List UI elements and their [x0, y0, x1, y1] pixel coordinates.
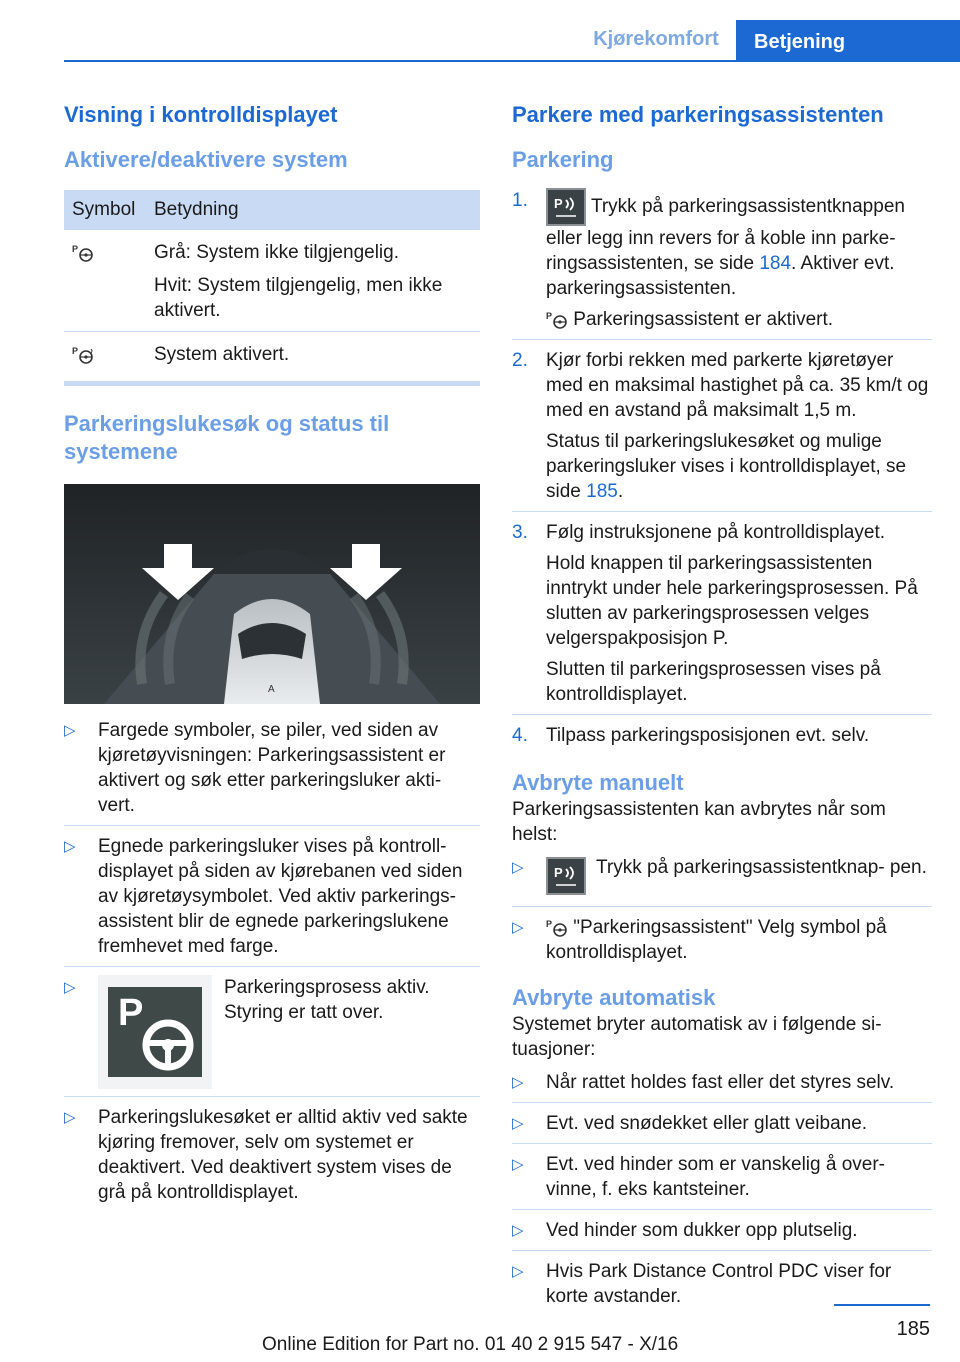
list-item: 1. P Trykk på parkeringsassistentknappen eller legg inn revers for å koble inn parke‐ ringsassistenten, se side 184. Aktiver evt. parkeringsassistenten. P Parkeringsassistent er aktivert.	[512, 188, 932, 340]
col-symbol: Symbol	[64, 190, 146, 230]
status-bullets	[64, 718, 480, 1212]
footer-rule	[834, 1304, 930, 1306]
parking-assist-button-icon	[546, 188, 586, 226]
header-rule	[64, 60, 960, 62]
parking-steering-icon	[546, 310, 568, 330]
section-title-parking: Parkere med parkeringsassistenten	[512, 102, 884, 127]
edition-text: Online Edition for Part no. 01 40 2 915 547 - X/16	[262, 1334, 679, 1355]
page-link-184[interactable]: 184	[759, 253, 792, 274]
list-item: 4. Tilpass parkeringsposisjonen evt. selv.	[512, 725, 870, 746]
row1-white: Hvit: System tilgjengelig, men ikke aktivert.	[154, 275, 443, 321]
parking-steps	[512, 188, 932, 755]
car-display-illustration	[64, 484, 480, 704]
subtitle-activate: Aktivere/deaktivere system	[64, 147, 348, 172]
svg-text:P: P	[546, 918, 553, 929]
tab-kjorekomfort[interactable]: Kjørekomfort	[593, 28, 719, 50]
table-row	[64, 332, 480, 384]
manual-intro: Parkeringsassistenten kan avbrytes når som helst:	[512, 799, 886, 845]
table-row	[64, 230, 480, 332]
svg-text:P: P	[72, 345, 79, 356]
list-item: ▷ P "Parkeringsassistent" Velg symbol på kontrolldisplayet.	[512, 917, 887, 963]
section-title-display: Visning i kontrolldisplayet	[64, 102, 338, 127]
list-item: ▷ Fargede symboler, se piler, ved siden av kjøretøyvisningen: Parkeringsassistent er aktivert og søk etter parkeringsluker akti‐ vert.	[64, 718, 480, 826]
subtitle-cancel-auto: Avbryte automatisk	[512, 985, 716, 1010]
page-link-185[interactable]: 185	[586, 481, 618, 502]
parking-steering-icon	[546, 918, 568, 938]
parking-steering-icon	[72, 345, 94, 365]
auto-bullets	[512, 1070, 932, 1316]
list-item: 3. Følg instruksjonene på kontrolldisplayet. Hold knappen til parkeringsassistenten inntrykt under hele parkeringsprosessen. På slutten av parkeringsprosessen velges velgerspakposisjon P. Slutten til parkeringsprosessen vises på kontrolldisplayet.	[512, 520, 932, 715]
list-item: 2. Kjør forbi rekken med parkerte kjøretøyer med en maksimal hastighet på ca. 35 km/t og med en avstand på maksimalt 1,5 m. Status til parkeringslukesøket og mulige parkeringsluker vises i kontrolldisplayet, se side 185.	[512, 348, 932, 512]
subtitle-parking: Parkering	[512, 147, 614, 172]
parking-assist-button-icon	[546, 857, 586, 895]
list-item: ▷ Evt. ved hinder som er vanskelig å over‐ vinne, f. eks kantsteiner.	[512, 1152, 932, 1210]
page-number: 185	[896, 1318, 930, 1340]
right-column	[512, 100, 932, 1324]
subtitle-parking-search: Parkeringslukesøk og status til systemene	[64, 411, 390, 464]
svg-text:P: P	[72, 243, 79, 254]
parking-steering-icon	[98, 975, 212, 1089]
row2-active: System aktivert.	[146, 332, 480, 384]
svg-text:A: A	[268, 684, 275, 695]
row1-gray: Grå: System ikke tilgjengelig.	[154, 242, 399, 263]
svg-text:P: P	[554, 865, 563, 880]
list-item: ▷ Ved hinder som dukker opp plutselig.	[512, 1218, 932, 1251]
display-photo	[64, 484, 480, 704]
list-item: ▷ Når rattet holdes fast eller det styres selv.	[512, 1070, 932, 1103]
list-item: ▷ Evt. ved snødekket eller glatt veibane.	[512, 1111, 932, 1144]
symbol-table	[64, 190, 480, 386]
list-item: ▷ Parkeringslukesøket er alltid aktiv ved sakte kjøring fremover, selv om systemet er deaktivert. Ved deaktivert system vises de grå på kontrolldisplayet.	[64, 1107, 468, 1203]
col-meaning: Betydning	[146, 190, 480, 230]
page-footer	[0, 1300, 960, 1362]
svg-text:P: P	[546, 310, 553, 321]
list-item: ▷ P Parkeringsprosess aktiv. Styring er tatt over.	[64, 975, 480, 1097]
subtitle-cancel-manual: Avbryte manuelt	[512, 770, 684, 795]
tab-betjening[interactable]: Betjening	[736, 20, 960, 62]
auto-intro: Systemet bryter automatisk av i følgende si‐ tuasjoner:	[512, 1014, 882, 1060]
left-column	[64, 100, 480, 1220]
svg-text:P: P	[118, 992, 144, 1034]
manual-bullets	[512, 855, 932, 972]
list-item: ▷ Hvis Park Distance Control PDC viser for korte avstander.	[512, 1261, 892, 1307]
list-item: ▷ Egnede parkeringsluker vises på kontroll‐ displayet på siden av kjørebanen ved siden av kjøretøysymbolet. Ved aktiv parkerings‐ assistent blir de egnede parkeringslukene fremhevet med farge.	[64, 834, 480, 967]
svg-text:P: P	[554, 196, 563, 211]
page-header	[0, 0, 960, 62]
list-item: ▷ P Trykk på parkeringsassistentknap‐ pen.	[512, 855, 932, 907]
parking-steering-icon	[72, 243, 94, 263]
